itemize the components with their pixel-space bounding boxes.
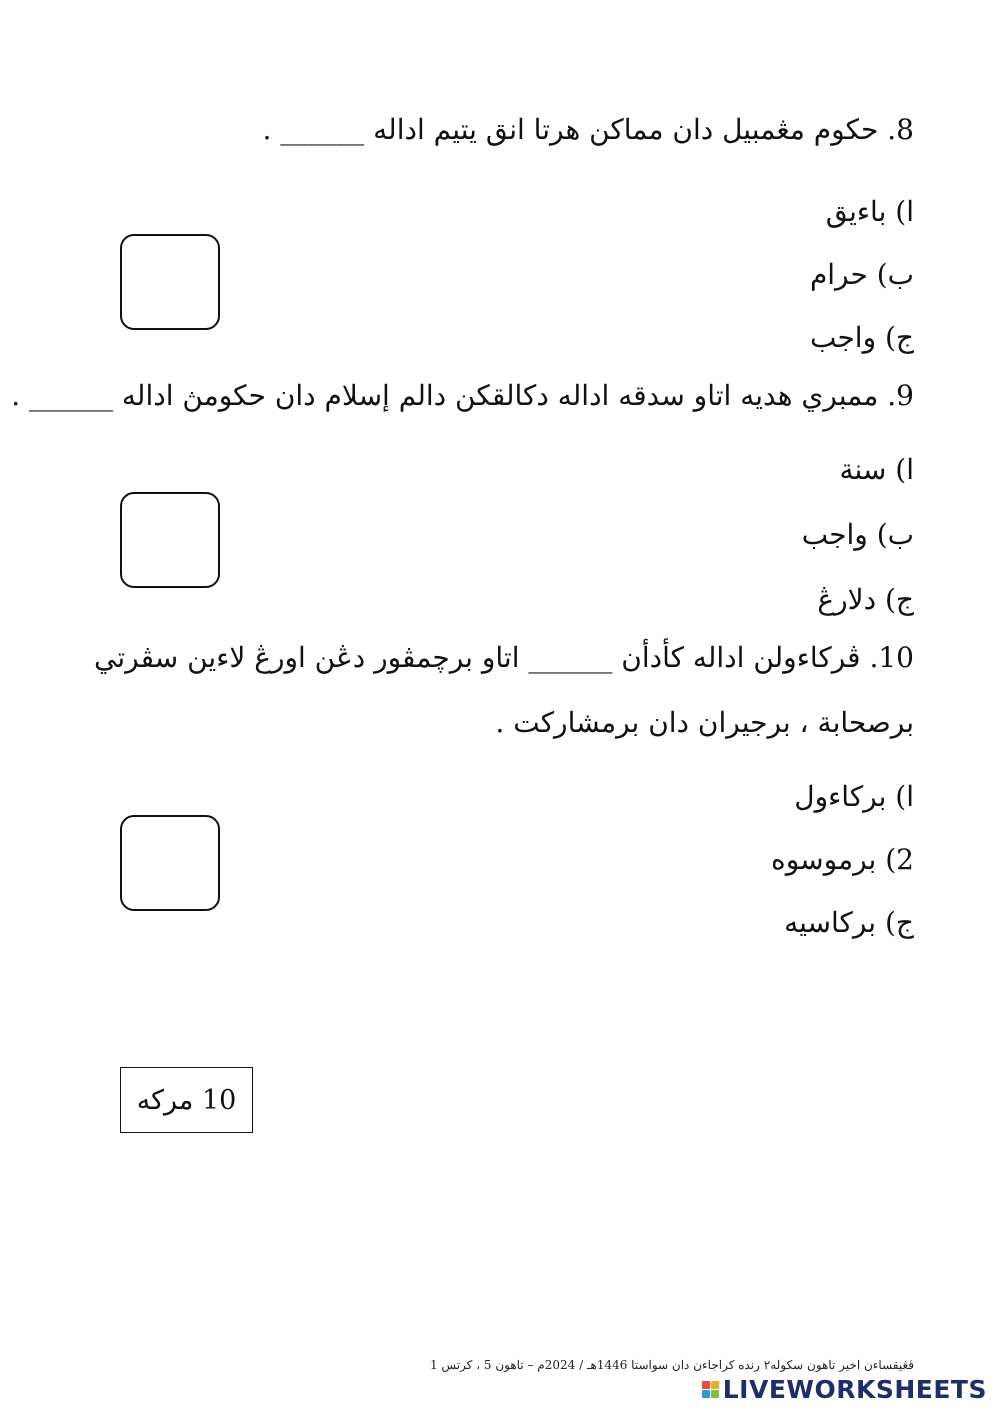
brand-name: LIVEWORKSHEETS — [722, 1374, 987, 1404]
marks-box — [120, 1067, 253, 1133]
logo-cell — [711, 1381, 719, 1389]
question-9-option-c: ج) دلارڠ — [817, 583, 914, 616]
logo-cell — [711, 1390, 719, 1398]
question-9-option-b: ب) واجب — [801, 518, 914, 551]
question-10-option-b: 2) برموسوه — [771, 843, 914, 876]
question-9-answer-box[interactable] — [120, 492, 220, 588]
question-8-option-a: ا) باءيق — [825, 195, 914, 228]
question-10-option-a: ا) برکاءول — [794, 780, 914, 813]
marks-label: 10 مرکه — [136, 1084, 237, 1116]
question-10-text-line2: برصحابة ، برجيران دان برمشارکت . — [495, 706, 914, 739]
question-10-text-line1: 10. ڤرکاءولن اداله کأدأن ______ اتاو برچمڤور دڠن اورڠ لاءين سڤرتي — [94, 641, 914, 674]
question-10-option-c: ج) برکاسيه — [784, 906, 914, 939]
question-10-answer-box[interactable] — [120, 815, 220, 911]
question-9-option-a: ا) سنة — [839, 453, 914, 486]
question-8-option-c: ج) واجب — [809, 321, 914, 354]
liveworksheets-logo-icon — [702, 1381, 719, 1398]
liveworksheets-brand — [702, 1374, 987, 1404]
page-footer: ڤڠيقساءن اخير تاهون سکوله٢ رنده کراجاءن دان سواستا 1446هـ / 2024م – تاهون 5 ، کرتس 1 — [429, 1358, 914, 1372]
logo-cell — [702, 1390, 710, 1398]
question-8-text: 8. حکوم مڠمبيل دان مماکن هرتا انق يتيم اداله ______ . — [262, 113, 914, 146]
logo-cell — [702, 1381, 710, 1389]
question-9-text: 9. ممبري هديه اتاو سدقه اداله دکالقکن دالم إسلام دان حکومڽ اداله ______ . — [11, 379, 914, 412]
question-8-answer-box[interactable] — [120, 234, 220, 330]
question-8-option-b: ب) حرام — [809, 258, 914, 291]
